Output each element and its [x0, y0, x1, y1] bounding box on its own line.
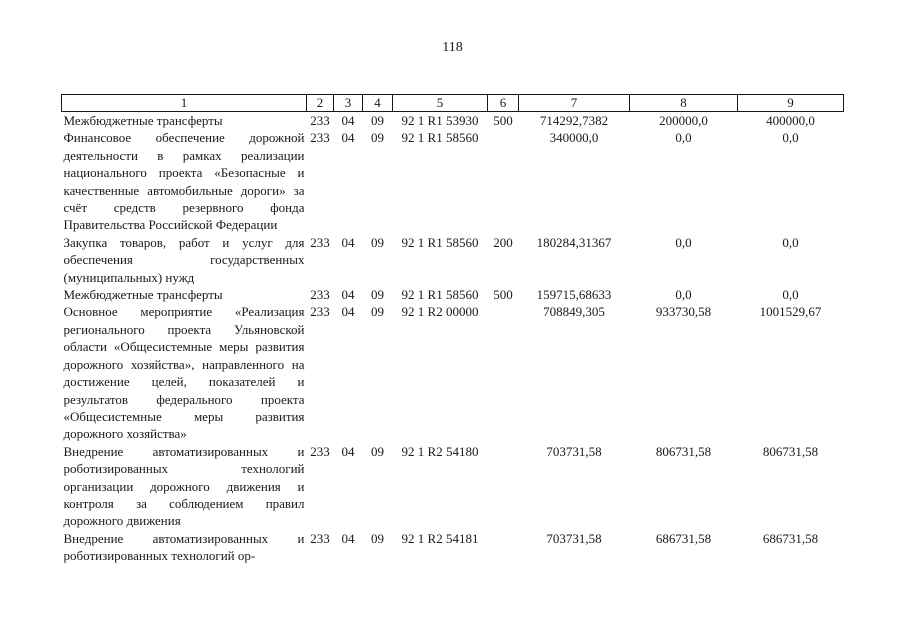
col3-value: 04	[341, 304, 355, 320]
col5-value: 92 1 R1 53930	[401, 113, 479, 128]
col8-value: 686731,58	[655, 530, 712, 546]
col9-value: 686731,58	[762, 530, 819, 546]
col-header: 4	[363, 95, 393, 112]
col5-value: 92 1 R2 54180	[401, 443, 479, 459]
col4-value: 09	[371, 234, 384, 250]
col2-value: 233	[310, 530, 330, 546]
col6-value	[488, 443, 519, 530]
row-name: Основное мероприятие «Реализация регионального проекта Ульяновской области «Общесистемные меры развития дорожного хозяйства», направленного на достижение целей, показателей и результатов федерального проекта «Общесистемные меры развития дорожного хозяйства»	[63, 304, 305, 442]
col9-value: 0,0	[782, 287, 799, 303]
col-header: 6	[488, 95, 519, 112]
col8-value: 0,0	[675, 287, 692, 303]
col6-value	[488, 303, 519, 442]
col3-value: 04	[341, 113, 355, 128]
col9-value: 0,0	[782, 234, 799, 250]
row-name: Финансовое обеспечение дорожной деятельности в рамках реализации национального проекта «Безопасные и качественные автомобильные дороги» за счёт средств резервного фонда Правительства Российской Федерации	[63, 130, 305, 233]
row-name: Межбюджетные трансферты	[63, 287, 223, 303]
col8-value: 0,0	[675, 130, 692, 146]
col-header: 3	[334, 95, 363, 112]
table-row	[62, 129, 844, 233]
row-name: Внедрение автоматизированных и роботизированных технологий ор-	[63, 530, 305, 564]
col5-value: 92 1 R1 58560	[401, 130, 479, 146]
col6-value	[488, 530, 519, 565]
col4-value: 09	[371, 530, 384, 546]
table-row	[62, 286, 844, 303]
col4-value: 09	[371, 113, 384, 128]
col-header: 9	[738, 95, 844, 112]
col7-value: 703731,58	[546, 443, 602, 459]
col5-value: 92 1 R2 54181	[401, 530, 479, 546]
col7-value: 159715,68633	[536, 287, 612, 303]
col7-value: 180284,31367	[536, 234, 612, 250]
col9-value: 0,0	[782, 130, 799, 146]
col3-value: 04	[341, 443, 355, 459]
col9-value: 400000,0	[766, 113, 815, 128]
col7-value: 708849,305	[543, 304, 605, 320]
table-row	[62, 234, 844, 286]
col9-value: 1001529,67	[759, 304, 822, 320]
col7-value: 714292,7382	[539, 113, 609, 128]
col2-value: 233	[310, 234, 330, 250]
col5-value: 92 1 R1 58560	[401, 234, 479, 250]
col5-value: 92 1 R2 00000	[401, 304, 479, 320]
row-name: Межбюджетные трансферты	[63, 113, 223, 128]
col3-value: 04	[341, 130, 355, 146]
budget-table	[61, 94, 844, 565]
row-name: Внедрение автоматизированных и роботизированных технологий организации дорожного движения и контроля за соблюдением правил дорожного движения	[63, 443, 305, 529]
col4-value: 09	[371, 130, 384, 146]
col7-value: 703731,58	[546, 530, 602, 546]
col5-value: 92 1 R1 58560	[401, 287, 479, 303]
col8-value: 806731,58	[655, 443, 712, 459]
col2-value: 233	[310, 130, 330, 146]
table-row	[62, 112, 844, 130]
col-header: 1	[62, 95, 307, 112]
col9-value: 806731,58	[762, 443, 819, 459]
table-body	[62, 95, 844, 565]
col2-value: 233	[310, 287, 330, 303]
col3-value: 04	[341, 234, 355, 250]
row-name: Закупка товаров, работ и услуг для обеспечения государственных (муниципальных) нужд	[63, 234, 305, 285]
header-row	[62, 95, 844, 112]
col6-value: 500	[493, 113, 513, 128]
col4-value: 09	[371, 304, 384, 320]
col4-value: 09	[371, 287, 384, 303]
col7-value: 340000,0	[549, 130, 599, 146]
col6-value	[488, 129, 519, 233]
col8-value: 933730,58	[655, 304, 712, 320]
col6-value: 200	[493, 234, 513, 250]
col8-value: 0,0	[675, 234, 692, 250]
col2-value: 233	[310, 443, 330, 459]
col-header: 5	[393, 95, 488, 112]
col-header: 7	[519, 95, 630, 112]
table-row	[62, 303, 844, 442]
col2-value: 233	[310, 113, 330, 128]
col3-value: 04	[341, 530, 355, 546]
col6-value: 500	[493, 287, 513, 303]
table-row	[62, 443, 844, 530]
col-header: 2	[307, 95, 334, 112]
col2-value: 233	[310, 304, 330, 320]
col-header: 8	[630, 95, 738, 112]
col8-value: 200000,0	[659, 113, 708, 128]
col3-value: 04	[341, 287, 355, 303]
col4-value: 09	[371, 443, 384, 459]
table-row	[62, 530, 844, 565]
page-number: 118	[442, 40, 463, 55]
